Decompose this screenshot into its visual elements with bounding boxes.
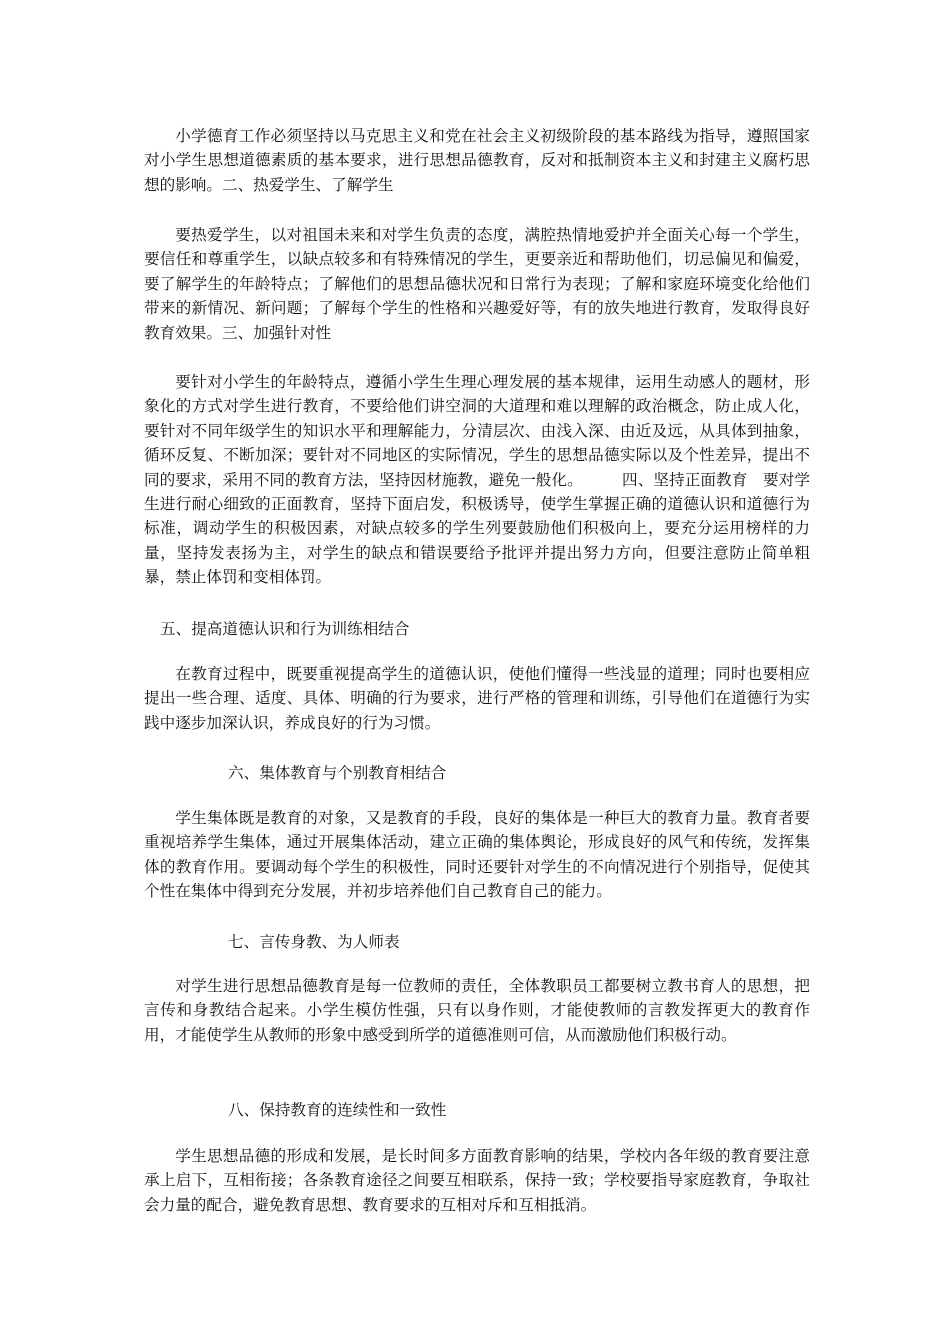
paragraph-guiding-principle: 小学德育工作必须坚持以马克思主义和党在社会主义初级阶段的基本路线为指导，遵照国家对小学生思想道德素质的基本要求，进行思想品德教育，反对和抵制资本主义和封建主义腐朽思想的影响。二、热爱学生、了解学生	[144, 127, 810, 194]
paragraph-targeted-education: 要针对小学生的年龄特点，遵循小学生生理心理发展的基本规律，运用生动感人的题材，形象化的方式对学生进行教育，不要给他们讲空洞的大道理和难以理解的政治概念，防止成人化，要针对不同年级学生的知识水平和理解能力，分清层次、由浅入深、由近及远，从具体到抽象，循环反复、不断加深；要针对不同地区的实际情况，学生的思想品德实际以及个性差异，提出不同的要求，采用不同的教育方法，坚持因材施教，避免一般化。 四、坚持正面教育 要对学生进行耐心细致的正面教育，坚持下面启发，积极诱导，使学生掌握正确的道德认识和道德行为标准，调动学生的积极因素，对缺点较多的学生列要鼓励他们积极向上，要充分运用榜样的力量，坚持发表扬为主，对学生的缺点和错误要给予批评并提出努力方向，但要注意防止简单粗暴，禁止体罚和变相体罚。	[144, 373, 810, 587]
section-heading-8: 八、保持教育的连续性和一致性	[228, 1101, 447, 1119]
paragraph-love-students: 要热爱学生，以对祖国未来和对学生负责的态度，满腔热情地爱护并全面关心每一个学生，要信任和尊重学生，以缺点较多和有特殊情况的学生，更要亲近和帮助他们，切忌偏见和偏爱，要了解学生的年龄特点；了解他们的思想品德状况和日常行为表现；了解和家庭环境变化给他们带来的新情况、新问题；了解每个学生的性格和兴趣爱好等，有的放失地进行教育，发取得良好教育效果。三、加强针对性	[144, 226, 810, 342]
paragraph-teacher-example: 对学生进行思想品德教育是每一位教师的责任，全体教职员工都要树立教书育人的思想，把言传和身教结合起来。小学生模仿性强，只有以身作则，才能使教师的言教发挥更大的教育作用，才能使学生从教师的形象中感受到所学的道德准则可信，从而激励他们积极行动。	[144, 977, 810, 1044]
paragraph-moral-training: 在教育过程中，既要重视提高学生的道德认识，使他们懂得一些浅显的道理；同时也要相应提出一些合理、适度、具体、明确的行为要求，进行严格的管理和训练，引导他们在道德行为实践中逐步加深认识，养成良好的行为习惯。	[144, 665, 810, 732]
section-heading-7: 七、言传身教、为人师表	[228, 933, 400, 951]
section-heading-6: 六、集体教育与个别教育相结合	[228, 764, 447, 782]
paragraph-continuity: 学生思想品德的形成和发展，是长时间多方面教育影响的结果，学校内各年级的教育要注意承上启下，互相衔接；各条教育途径之间要互相联系，保持一致；学校要指导家庭教育，争取社会力量的配合，避免教育思想、教育要求的互相对斥和互相抵消。	[144, 1147, 810, 1214]
section-heading-5: 五、提高道德认识和行为训练相结合	[160, 620, 410, 638]
paragraph-collective-education: 学生集体既是教育的对象，又是教育的手段，良好的集体是一种巨大的教育力量。教育者要重视培养学生集体，通过开展集体活动，建立正确的集体舆论，形成良好的风气和传统，发挥集体的教育作用。要调动每个学生的积极性，同时还要针对学生的不向情况进行个别指导，促使其个性在集体中得到充分发展，并初步培养他们自己教育自己的能力。	[144, 809, 810, 901]
